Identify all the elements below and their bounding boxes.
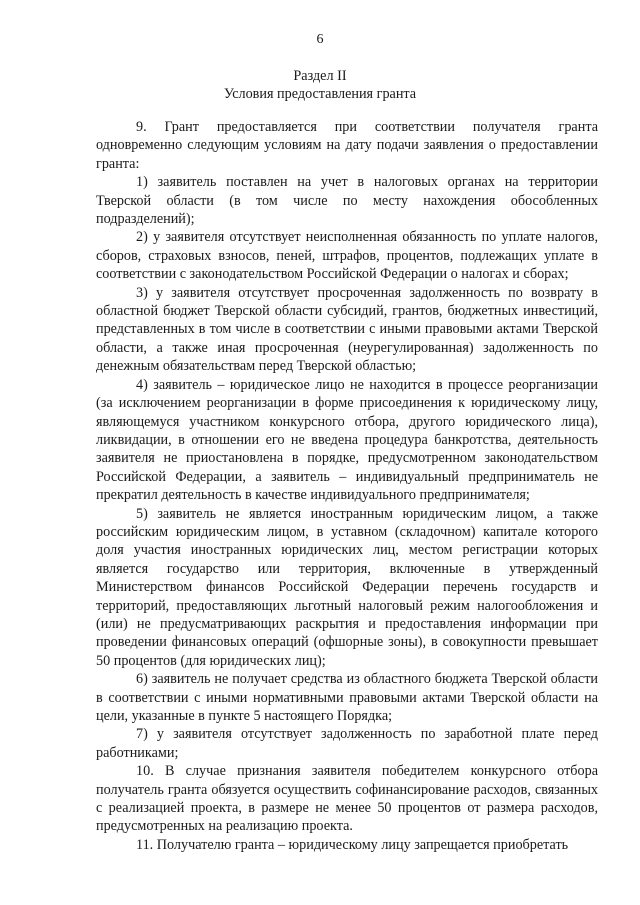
paragraph-subitem-6: 6) заявитель не получает средства из областного бюджета Тверской области в соответствии с иными нормативными правовыми актами Тверской области на цели, указанные в пункте 5 настоящего Порядка;	[96, 671, 598, 724]
paragraph-item-9: 9. Грант предоставляется при соответствии получателя гранта одновременно следующим условиям на дату подачи заявления о предоставлении гранта:	[96, 119, 598, 172]
paragraph-subitem-2: 2) у заявителя отсутствует неисполненная обязанность по уплате налогов, сборов, страховых взносов, пеней, штрафов, процентов, подлежащих уплате в соответствии с законодательством Российской Федерации о налогах и сборах;	[96, 229, 598, 283]
section-subtitle: Условия предоставления гранта	[223, 86, 417, 102]
paragraph-item-11: 11. Получателю гранта – юридическому лицу запрещается приобретать	[136, 836, 569, 853]
section-title: Раздел II	[293, 68, 347, 84]
page-number: 6	[316, 32, 324, 47]
document-body	[96, 118, 598, 854]
paragraph-subitem-5: 5) заявитель не является иностранным юридическим лицом, а также российским юридическим лицом, в уставном (складочном) капитале которого доля участия иностранных юридических лиц, местом регистрации которых является государство или территория, включенные в утвержденный Министерством финансов Российской Федерации перечень государств и территорий, предоставляющих льготный налоговый режим налогообложения и (или) не предусматривающих раскрытия и предоставления информации при проведении финансовых операций (офшорные зоны), в совокупности превышает 50 процентов (для юридических лиц);	[96, 505, 598, 669]
paragraph-subitem-3: 3) у заявителя отсутствует просроченная задолженность по возврату в областной бюджет Тверской области субсидий, грантов, бюджетных инвестиций, представленных в том числе в соответствии с иными правовыми актами Тверской области, а также иная просроченная (неурегулированная) задолженность по денежным обязательствам перед Тверской областью;	[96, 284, 598, 375]
paragraph-item-10: 10. В случае признания заявителя победителем конкурсного отбора получатель гранта обязуется осуществить софинансирование расходов, связанных с реализацией проекта, в размере не менее 50 процентов от размера расходов, предусмотренных на реализацию проекта.	[96, 763, 598, 835]
paragraph-subitem-4: 4) заявитель – юридическое лицо не находится в процессе реорганизации (за исключением реорганизации в форме присоединения к юридическому лицу, являющемуся участником конкурсного отбора, другого юридического лица), ликвидации, в отношении его не введена процедура банкротства, деятельность заявителя не приостановлена в порядке, предусмотренном законодательством Российской Федерации, а заявитель – индивидуальный предприниматель не прекратил деятельность в качестве индивидуального предпринимателя;	[96, 376, 598, 504]
paragraph-subitem-7: 7) у заявителя отсутствует задолженность по заработной плате перед работниками;	[96, 726, 598, 761]
paragraph-subitem-1: 1) заявитель поставлен на учет в налоговых органах на территории Тверской области (в том числе по месту нахождения обособленных подразделений);	[96, 174, 598, 228]
